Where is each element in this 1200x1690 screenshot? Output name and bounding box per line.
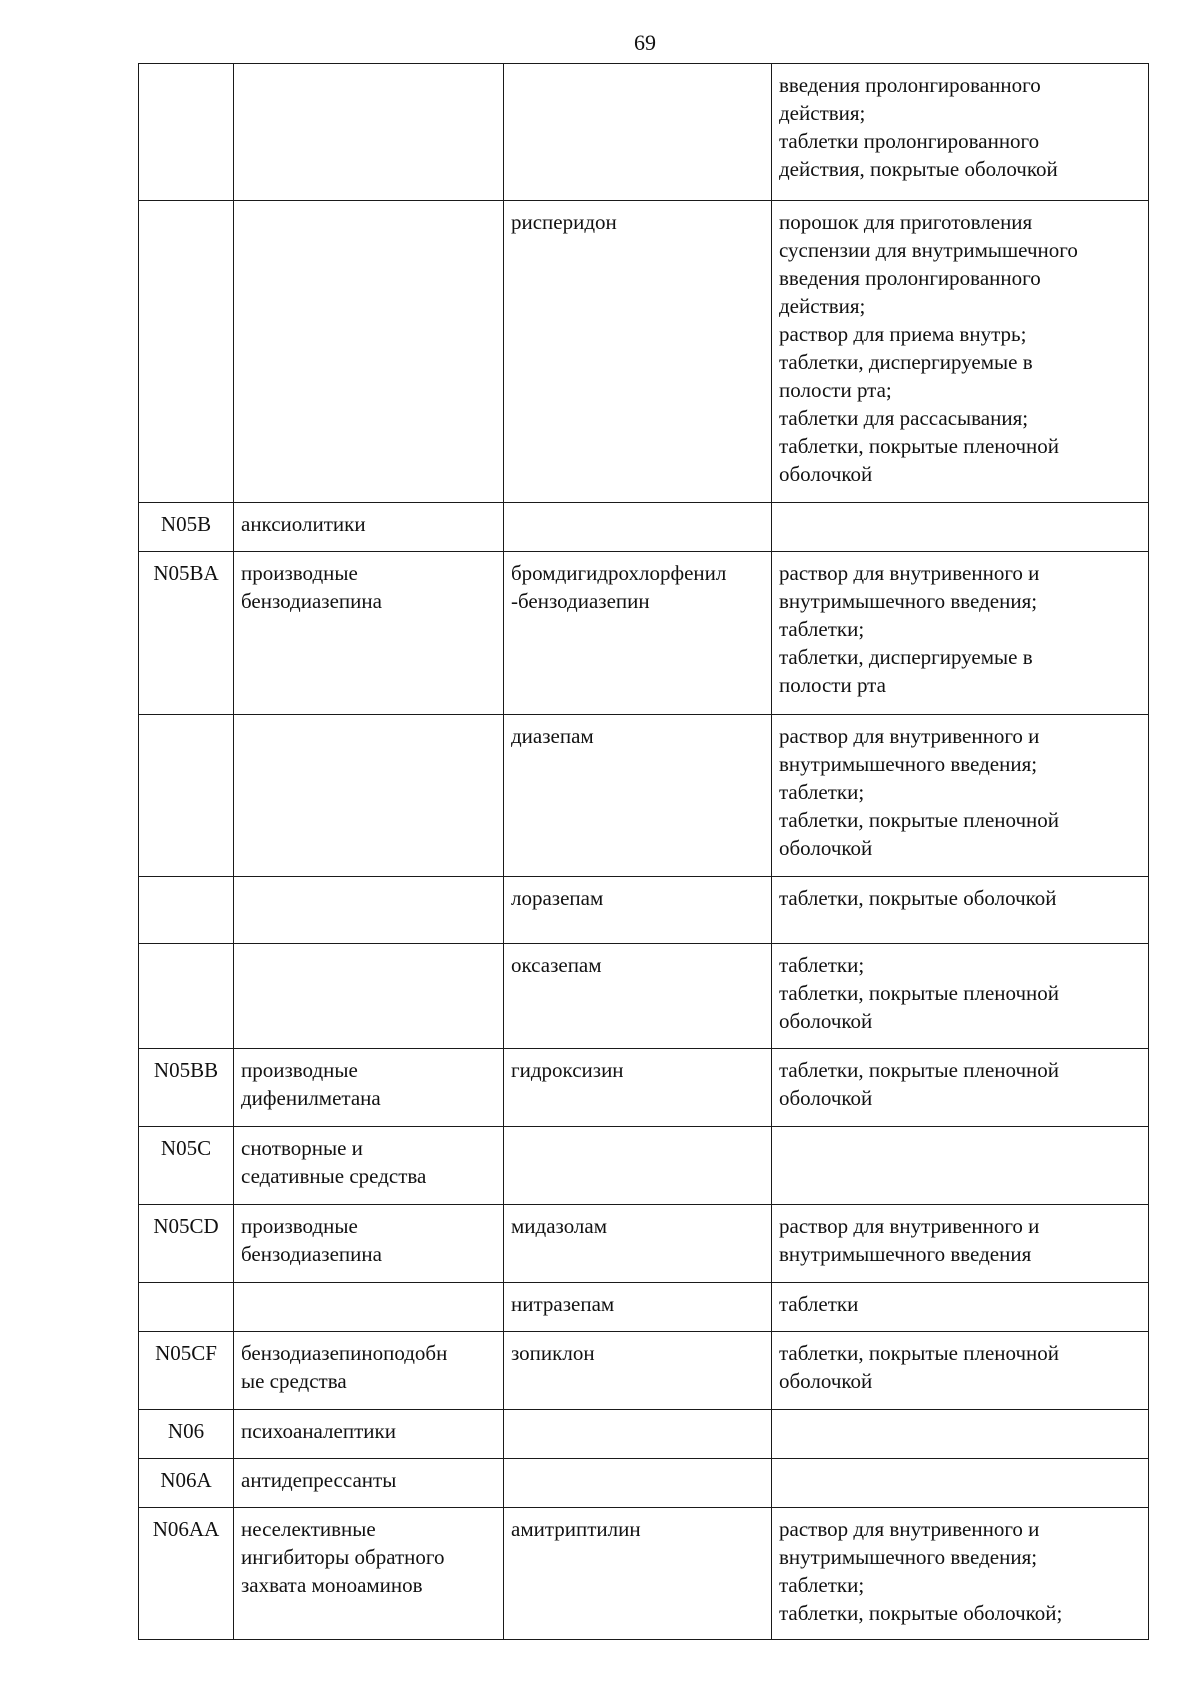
dosage-forms-line: таблетки;	[779, 617, 865, 641]
drug-name-line: гидроксизин	[511, 1058, 624, 1082]
page-number: 69	[634, 30, 656, 55]
dosage-forms-line: таблетки, покрытые пленочной	[779, 434, 1060, 458]
table-row	[139, 1508, 1149, 1640]
table-row	[139, 503, 1149, 552]
atc-code-cell: N05BB	[139, 1049, 234, 1127]
dosage-forms-line: суспензии для внутримышечного	[779, 238, 1078, 262]
group-name-cell	[234, 877, 504, 944]
group-name-line: ые средства	[241, 1369, 347, 1393]
dosage-forms-line: таблетки, покрытые пленочной	[779, 808, 1060, 832]
drug-name-cell	[504, 944, 772, 1049]
group-name-line: бензодиазепина	[241, 1242, 382, 1266]
table-row	[139, 64, 1149, 201]
group-name-line: дифенилметана	[241, 1086, 381, 1110]
dosage-forms-line: оболочкой	[779, 462, 873, 486]
dosage-forms-line: внутримышечного введения;	[779, 752, 1038, 776]
dosage-forms-line: раствор для внутривенного и	[779, 1214, 1040, 1238]
group-name-cell	[234, 1283, 504, 1332]
dosage-forms-line: оболочкой	[779, 1009, 873, 1033]
dosage-forms-line: раствор для внутривенного и	[779, 561, 1040, 585]
dosage-forms-line: раствор для приема внутрь;	[779, 322, 1027, 346]
group-name-cell	[234, 1127, 504, 1205]
atc-code-cell: N05CF	[139, 1332, 234, 1410]
group-name-line: анксиолитики	[241, 512, 366, 536]
group-name-line: ингибиторы обратного	[241, 1545, 445, 1569]
table-row	[139, 1049, 1149, 1127]
dosage-forms-line: таблетки, покрытые пленочной	[779, 1341, 1060, 1365]
dosage-forms-cell	[772, 715, 1149, 877]
dosage-forms-cell	[772, 201, 1149, 503]
drug-name-cell	[504, 715, 772, 877]
dosage-forms-line: внутримышечного введения;	[779, 1545, 1038, 1569]
group-name-cell	[234, 552, 504, 715]
drug-name-line: амитриптилин	[511, 1517, 641, 1541]
table-row	[139, 1459, 1149, 1508]
drug-name-cell	[504, 64, 772, 201]
group-name-line: психоаналептики	[241, 1419, 396, 1443]
drug-name-line: нитразепам	[511, 1292, 615, 1316]
dosage-forms-line: полости рта	[779, 673, 886, 697]
dosage-forms-cell	[772, 1049, 1149, 1127]
dosage-forms-line: раствор для внутривенного и	[779, 1517, 1040, 1541]
dosage-forms-line: оболочкой	[779, 1086, 873, 1110]
table-row	[139, 1127, 1149, 1205]
drug-name-line: оксазепам	[511, 953, 602, 977]
medication-table	[138, 63, 1149, 1640]
drug-name-cell	[504, 552, 772, 715]
dosage-forms-cell	[772, 944, 1149, 1049]
table-row	[139, 201, 1149, 503]
table-row	[139, 1283, 1149, 1332]
dosage-forms-line: таблетки;	[779, 1573, 865, 1597]
table-row	[139, 715, 1149, 877]
drug-name-cell	[504, 1283, 772, 1332]
drug-name-line: рисперидон	[511, 210, 617, 234]
drug-name-cell	[504, 1049, 772, 1127]
atc-code-cell: N05C	[139, 1127, 234, 1205]
dosage-forms-cell	[772, 1283, 1149, 1332]
group-name-line: производные	[241, 1214, 358, 1238]
drug-name-line: диазепам	[511, 724, 594, 748]
drug-name-cell	[504, 877, 772, 944]
dosage-forms-line: таблетки, покрытые пленочной	[779, 1058, 1060, 1082]
drug-name-line: зопиклон	[511, 1341, 595, 1365]
group-name-line: бензодиазепиноподобн	[241, 1341, 448, 1365]
atc-code-cell: N05CD	[139, 1205, 234, 1283]
table-row	[139, 552, 1149, 715]
group-name-line: снотворные и	[241, 1136, 363, 1160]
dosage-forms-line: таблетки, покрытые пленочной	[779, 981, 1060, 1005]
atc-code-cell	[139, 944, 234, 1049]
dosage-forms-line: действия;	[779, 101, 866, 125]
group-name-line: неселективные	[241, 1517, 376, 1541]
drug-name-line: лоразепам	[511, 886, 604, 910]
drug-name-cell	[504, 1410, 772, 1459]
dosage-forms-cell	[772, 552, 1149, 715]
drug-name-cell	[504, 1508, 772, 1640]
group-name-line: седативные средства	[241, 1164, 427, 1188]
dosage-forms-line: оболочкой	[779, 1369, 873, 1393]
dosage-forms-line: раствор для внутривенного и	[779, 724, 1040, 748]
atc-code-cell	[139, 64, 234, 201]
dosage-forms-line: таблетки;	[779, 780, 865, 804]
dosage-forms-line: полости рта;	[779, 378, 892, 402]
atc-code-cell	[139, 1283, 234, 1332]
dosage-forms-cell	[772, 1205, 1149, 1283]
group-name-cell	[234, 715, 504, 877]
group-name-line: производные	[241, 1058, 358, 1082]
dosage-forms-line: таблетки;	[779, 953, 865, 977]
group-name-line: антидепрессанты	[241, 1468, 397, 1492]
group-name-cell	[234, 1508, 504, 1640]
drug-name-cell	[504, 201, 772, 503]
drug-name-cell	[504, 503, 772, 552]
atc-code-cell: N05BA	[139, 552, 234, 715]
dosage-forms-line: таблетки, покрытые оболочкой	[779, 886, 1057, 910]
dosage-forms-line: действия, покрытые оболочкой	[779, 157, 1058, 181]
group-name-cell	[234, 1459, 504, 1508]
dosage-forms-line: оболочкой	[779, 836, 873, 860]
table-row	[139, 877, 1149, 944]
group-name-cell	[234, 944, 504, 1049]
atc-code-cell	[139, 715, 234, 877]
dosage-forms-cell	[772, 1410, 1149, 1459]
dosage-forms-line: таблетки, покрытые оболочкой;	[779, 1601, 1063, 1625]
dosage-forms-line: таблетки	[779, 1292, 859, 1316]
dosage-forms-line: таблетки, диспергируемые в	[779, 645, 1033, 669]
group-name-cell	[234, 1049, 504, 1127]
group-name-line: производные	[241, 561, 358, 585]
dosage-forms-cell	[772, 1508, 1149, 1640]
dosage-forms-cell	[772, 877, 1149, 944]
table-body	[139, 64, 1149, 1640]
table-row	[139, 1410, 1149, 1459]
dosage-forms-cell	[772, 1459, 1149, 1508]
drug-name-line: -бензодиазепин	[511, 589, 650, 613]
dosage-forms-line: действия;	[779, 294, 866, 318]
group-name-line: бензодиазепина	[241, 589, 382, 613]
dosage-forms-line: внутримышечного введения	[779, 1242, 1032, 1266]
table-row	[139, 1332, 1149, 1410]
dosage-forms-line: порошок для приготовления	[779, 210, 1033, 234]
atc-code-cell: N06AA	[139, 1508, 234, 1640]
dosage-forms-cell	[772, 64, 1149, 201]
atc-code-cell: N06	[139, 1410, 234, 1459]
drug-name-cell	[504, 1332, 772, 1410]
dosage-forms-line: таблетки для рассасывания;	[779, 406, 1029, 430]
atc-code-cell	[139, 201, 234, 503]
table-row	[139, 944, 1149, 1049]
drug-name-cell	[504, 1127, 772, 1205]
drug-name-line: бромдигидрохлорфенил	[511, 561, 727, 585]
drug-name-cell	[504, 1459, 772, 1508]
group-name-cell	[234, 201, 504, 503]
group-name-cell	[234, 503, 504, 552]
dosage-forms-cell	[772, 1127, 1149, 1205]
dosage-forms-line: внутримышечного введения;	[779, 589, 1038, 613]
dosage-forms-line: введения пролонгированного	[779, 73, 1041, 97]
group-name-cell	[234, 1332, 504, 1410]
group-name-cell	[234, 1205, 504, 1283]
group-name-cell	[234, 1410, 504, 1459]
group-name-line: захвата моноаминов	[241, 1573, 423, 1597]
dosage-forms-line: введения пролонгированного	[779, 266, 1041, 290]
dosage-forms-line: таблетки, диспергируемые в	[779, 350, 1033, 374]
atc-code-cell: N06A	[139, 1459, 234, 1508]
group-name-cell	[234, 64, 504, 201]
atc-code-cell: N05B	[139, 503, 234, 552]
dosage-forms-cell	[772, 1332, 1149, 1410]
table-row	[139, 1205, 1149, 1283]
dosage-forms-line: таблетки пролонгированного	[779, 129, 1040, 153]
atc-code-cell	[139, 877, 234, 944]
dosage-forms-cell	[772, 503, 1149, 552]
drug-name-line: мидазолам	[511, 1214, 608, 1238]
drug-name-cell	[504, 1205, 772, 1283]
